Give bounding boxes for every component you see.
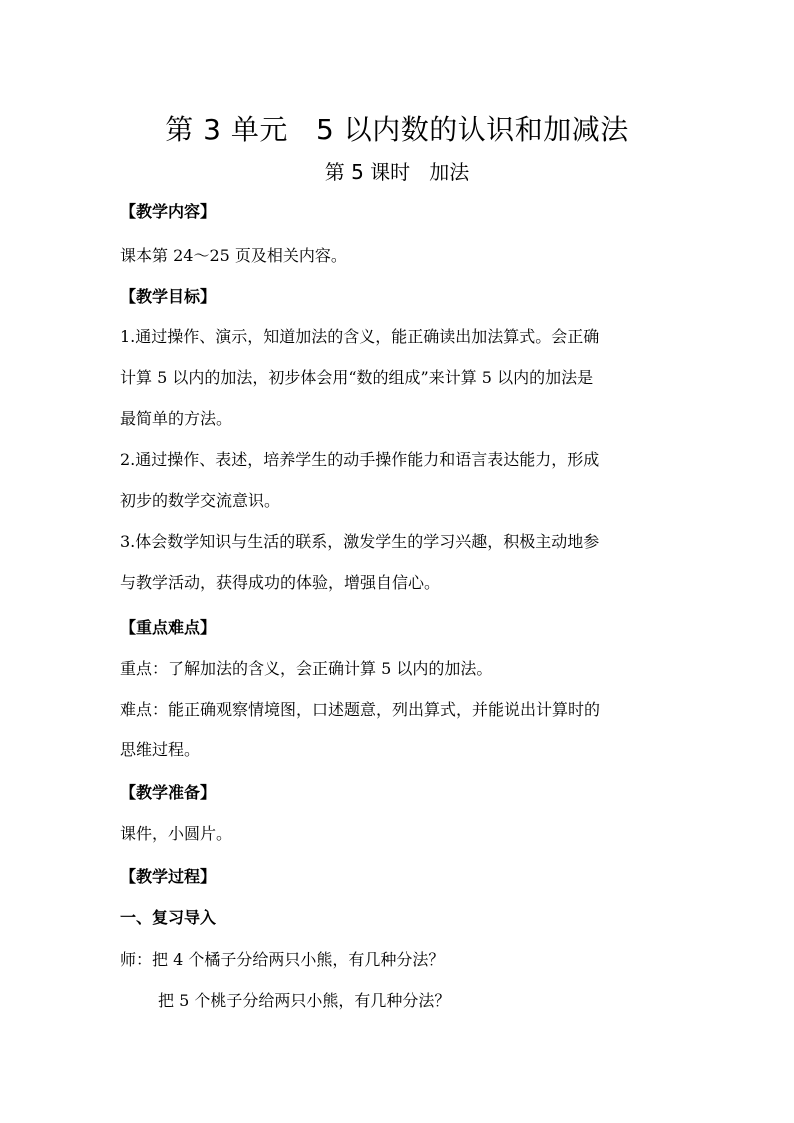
lesson-subtitle: 第 5 课时 加法 <box>324 160 470 184</box>
paragraph-line: 计算 5 以内的加法，初步体会用“数的组成”来计算 5 以内的加法是 <box>120 368 594 387</box>
paragraph-line: 与教学活动，获得成功的体验，增强自信心。 <box>120 573 441 592</box>
paragraph-line: 课本第 24～25 页及相关内容。 <box>120 246 347 265</box>
paragraph-line: 课件，小圆片。 <box>120 824 233 843</box>
paragraph-line: 最简单的方法。 <box>120 409 233 428</box>
subsection-heading-review: 一、复习导入 <box>120 908 217 927</box>
document-title: 第 3 单元 5 以内数的认识和加减法 <box>165 113 629 146</box>
paragraph-line: 思维过程。 <box>120 740 201 759</box>
paragraph-line: 3.体会数学知识与生活的联系，激发学生的学习兴趣，积极主动地参 <box>120 532 600 551</box>
paragraph-line: 把 5 个桃子分给两只小熊，有几种分法？ <box>158 991 451 1010</box>
paragraph-line: 难点：能正确观察情境图，口述题意，列出算式，并能说出计算时的 <box>120 700 601 719</box>
section-heading-objectives: 【教学目标】 <box>120 287 217 306</box>
section-heading-content: 【教学内容】 <box>120 202 217 221</box>
paragraph-line: 重点：了解加法的含义，会正确计算 5 以内的加法。 <box>120 659 493 678</box>
section-heading-process: 【教学过程】 <box>120 867 217 886</box>
paragraph-line: 1.通过操作、演示，知道加法的含义，能正确读出加法算式。会正确 <box>120 327 600 346</box>
paragraph-line: 师：把 4 个橘子分给两只小熊，有几种分法？ <box>120 950 445 969</box>
section-heading-key-points: 【重点难点】 <box>120 618 217 637</box>
section-heading-preparation: 【教学准备】 <box>120 783 217 802</box>
paragraph-line: 2.通过操作、表述，培养学生的动手操作能力和语言表达能力，形成 <box>120 450 600 469</box>
paragraph-line: 初步的数学交流意识。 <box>120 491 281 510</box>
